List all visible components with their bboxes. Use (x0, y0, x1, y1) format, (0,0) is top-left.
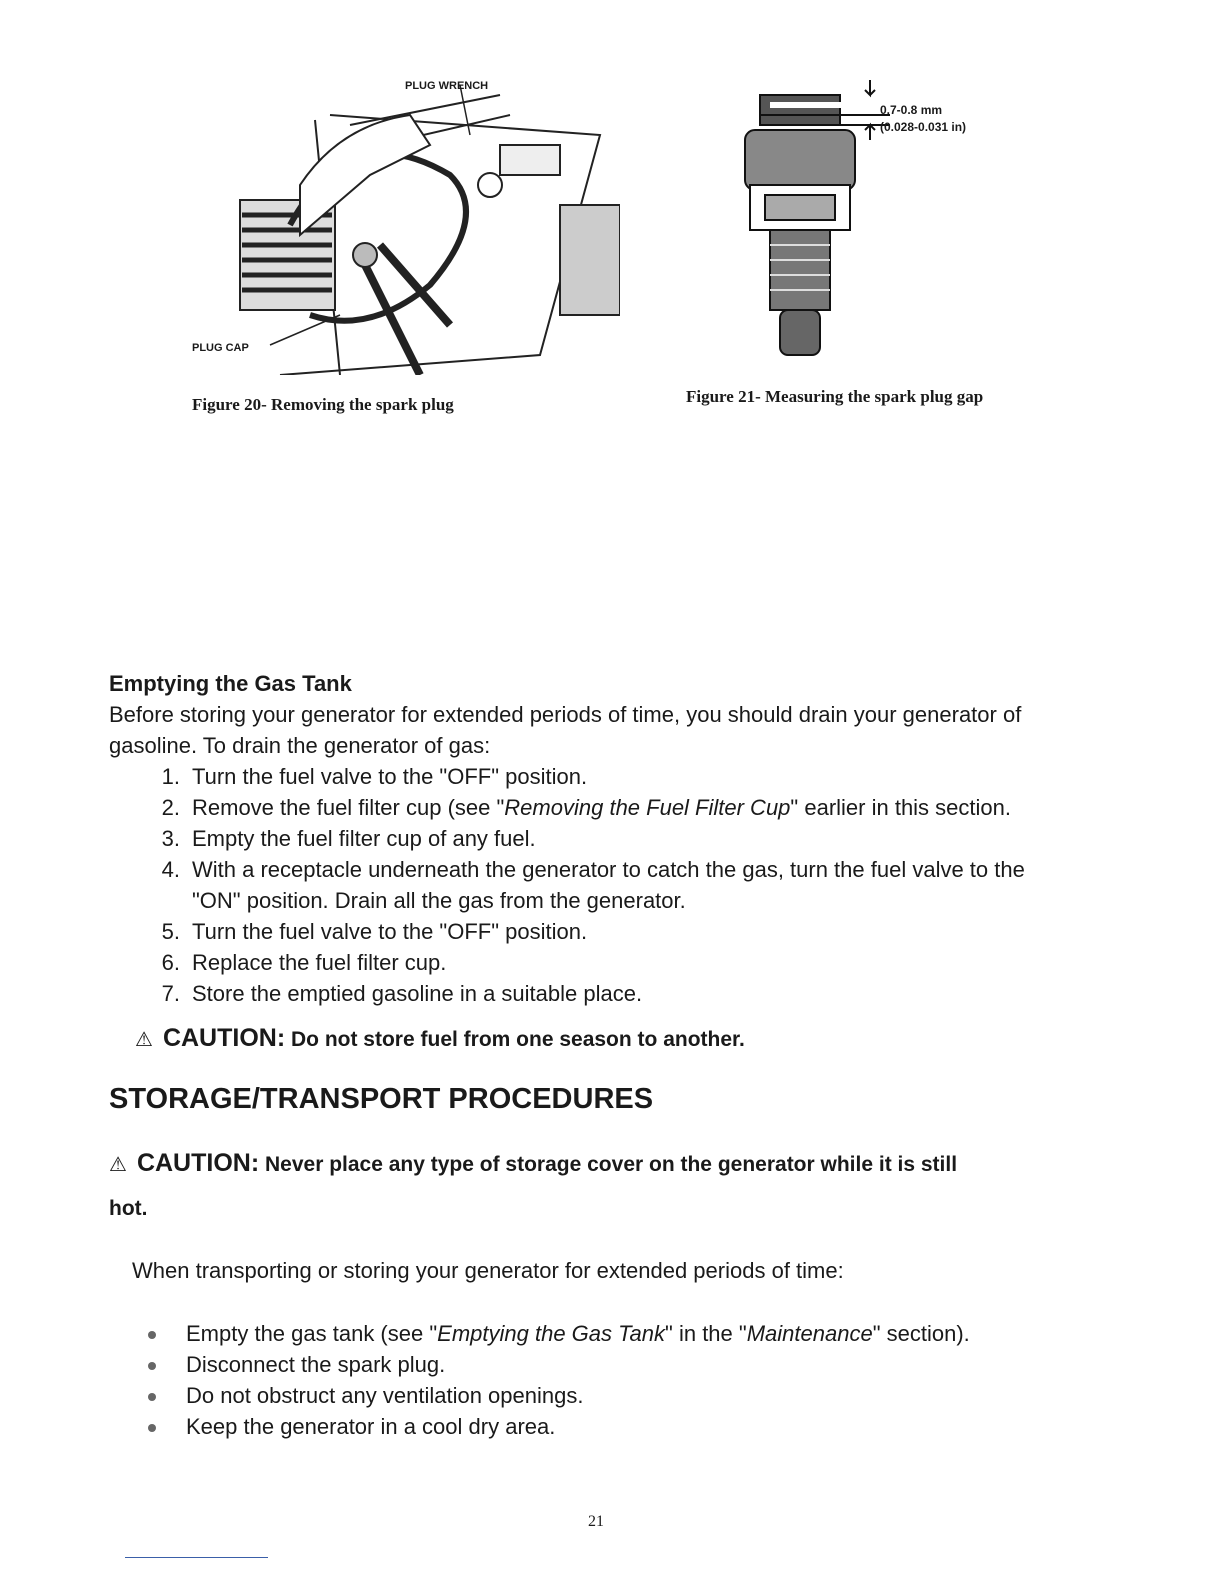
step-4-continued: "ON" position. Drain all the gas from the generator. (192, 888, 686, 913)
step-text: With a receptacle underneath the generator to catch the gas, turn the fuel valve to the (192, 857, 1025, 882)
gap-measurement (880, 102, 966, 136)
step-1 (150, 764, 587, 790)
gap-mm: 0.7-0.8 mm (880, 103, 943, 117)
step-text: Replace the fuel filter cup. (192, 950, 447, 975)
warning-triangle-icon: ⚠ (135, 1029, 153, 1051)
bullet-icon (148, 1331, 156, 1339)
bullet-text: Empty the gas tank (see " (186, 1321, 438, 1346)
figure-21-spark-plug-illustration (730, 75, 890, 360)
step-text: Store the emptied gasoline in a suitable place. (192, 981, 643, 1006)
step-text: Turn the fuel valve to the "OFF" position. (192, 764, 588, 789)
caution-text: Never place any type of storage cover on the generator while it is still (265, 1153, 958, 1176)
caution-fuel-storage (135, 1024, 745, 1053)
bullet-item (148, 1321, 970, 1347)
bullet-reference: Maintenance (746, 1321, 873, 1346)
gap-in: (0.028-0.031 in) (880, 120, 967, 134)
step-number: 3. (161, 826, 180, 851)
step-number: 2. (161, 795, 180, 820)
step-4 (150, 857, 1025, 883)
bullet-icon (148, 1424, 156, 1432)
bullet-icon (148, 1393, 156, 1401)
caution-continued: hot. (109, 1197, 148, 1220)
intro-line-2: gasoline. To drain the generator of gas: (109, 733, 491, 758)
caution-label: CAUTION: (136, 1149, 260, 1177)
step-text: Remove the fuel filter cup (see " (192, 795, 505, 820)
step-number: 7. (161, 981, 180, 1006)
bullet-item (148, 1414, 555, 1440)
step-6 (150, 950, 446, 976)
caution-label: CAUTION: (162, 1024, 286, 1052)
page-number: 21 (588, 1513, 604, 1530)
step-reference: Removing the Fuel Filter Cup (504, 795, 791, 820)
bullet-text: Do not obstruct any ventilation openings. (186, 1383, 584, 1408)
bullet-item (148, 1352, 445, 1378)
bullet-text: " in the " (665, 1321, 747, 1346)
label-plug-wrench: PLUG WRENCH (405, 80, 489, 92)
label-plug-cap: PLUG CAP (192, 342, 249, 354)
section-heading-emptying-gas-tank: Emptying the Gas Tank (109, 671, 352, 696)
figure-21-caption: Figure 21- Measuring the spark plug gap (686, 387, 984, 406)
intro-line-1: Before storing your generator for extended periods of time, you should drain your generator of (109, 702, 1022, 727)
step-7 (150, 981, 642, 1007)
footer-rule (125, 1557, 268, 1558)
step-number: 4. (161, 857, 180, 882)
figure-20-caption: Figure 20- Removing the spark plug (192, 395, 454, 414)
warning-triangle-icon: ⚠ (109, 1154, 127, 1176)
step-number: 5. (161, 919, 180, 944)
step-3 (150, 826, 536, 852)
bullet-reference: Emptying the Gas Tank (437, 1321, 666, 1346)
bullet-item (148, 1383, 583, 1409)
caution-text: Do not store fuel from one season to another. (291, 1028, 745, 1051)
step-number: 6. (161, 950, 180, 975)
bullet-text: Keep the generator in a cool dry area. (186, 1414, 556, 1439)
bullet-text: " section). (872, 1321, 970, 1346)
step-text: Turn the fuel valve to the "OFF" position. (192, 919, 588, 944)
section-heading-storage-transport: STORAGE/TRANSPORT PROCEDURES (109, 1083, 654, 1115)
step-text: Empty the fuel filter cup of any fuel. (192, 826, 536, 851)
step-text: " earlier in this section. (790, 795, 1011, 820)
bullet-icon (148, 1362, 156, 1370)
figure-20-illustration (180, 75, 620, 375)
step-number: 1. (161, 764, 180, 789)
bullet-text: Disconnect the spark plug. (186, 1352, 446, 1377)
storage-intro: When transporting or storing your generator for extended periods of time: (132, 1258, 844, 1283)
caution-storage-cover (109, 1149, 957, 1178)
step-5 (150, 919, 587, 945)
step-2 (150, 795, 1011, 821)
